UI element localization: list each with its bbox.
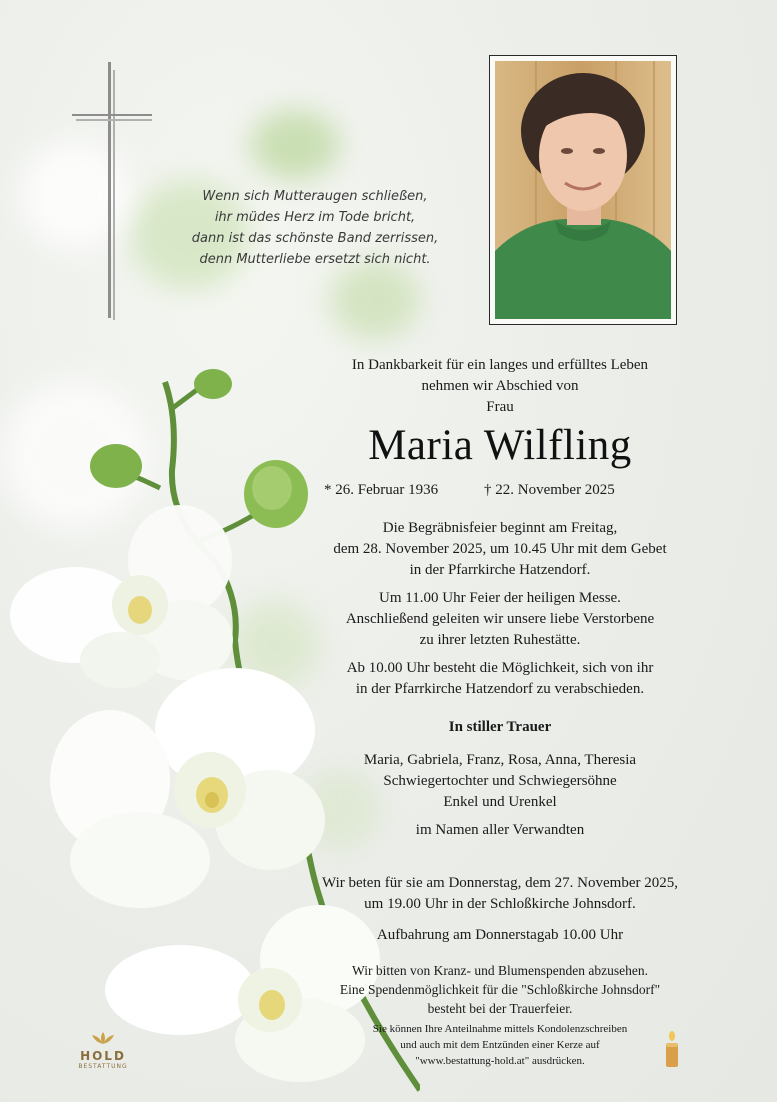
text-line: Eine Spendenmöglichkeit für die "Schloßkirche Johnsdorf" [339,982,661,997]
text-line: besteht bei der Trauerfeier. [427,1001,573,1016]
text-line: und auch mit dem Entzünden einer Kerze auf [400,1039,600,1051]
text-line: Wir bitten von Kranz- und Blumenspenden abzusehen. [352,963,648,978]
funeral-paragraph-3 [280,658,720,700]
text-line: in der Pfarrkirche Hatzendorf zu verabschieden. [355,681,645,697]
death-date: † 22. November 2025 [484,482,615,498]
intro-line: In Dankbarkeit für ein langes und erfülltes Leben [351,357,649,373]
text-line: Ab 10.00 Uhr besteht die Möglichkeit, sich von ihr [346,660,654,676]
intro [280,355,720,418]
poem-line: ihr müdes Herz im Tode bricht, [214,210,416,225]
mourner-line: Enkel und Urenkel [443,794,557,810]
funeral-paragraph-1 [280,518,720,581]
intro-line: nehmen wir Abschied von [421,378,579,394]
condolence-info [280,1021,720,1069]
poem-line: denn Mutterliebe ersetzt sich nicht. [199,252,431,267]
text-line: Sie können Ihre Anteilnahme mittels Kondolenzschreiben [372,1023,628,1035]
poem-line: Wenn sich Mutteraugen schließen, [202,189,428,204]
relatives-line: im Namen aller Verwandten [415,822,585,838]
mourners-heading: In stiller Trauer [448,719,552,735]
mourner-line: Schwiegertochter und Schwiegersöhne [383,773,617,789]
mourners-list [280,750,720,813]
text-line: zu ihrer letzten Ruhestätte. [419,632,581,648]
text-line: Die Begräbnisfeier beginnt am Freitag, [382,520,618,536]
text-line: Anschließend geleiten wir unsere liebe Verstorbene [345,611,655,627]
text-line: dem 28. November 2025, um 10.45 Uhr mit dem Gebet [333,541,667,557]
donations-info [280,961,720,1018]
text-line: Wir beten für sie am Donnerstag, dem 27. November 2025, [322,875,678,891]
viewing-info: Aufbahrung am Donnerstagab 10.00 Uhr [376,927,624,943]
text-line: in der Pfarrkirche Hatzendorf. [409,562,591,578]
lotus-icon [90,1031,116,1045]
portrait-frame [489,55,677,325]
portrait-illustration [495,61,671,319]
logo-subtitle: BESTATTUNG [78,1063,128,1070]
text-line: "www.bestattung-hold.at" ausdrücken. [415,1055,585,1067]
poem-line: dann ist das schönste Band zerrissen, [191,231,439,246]
prayer-info [280,873,720,915]
candle-icon [662,1030,682,1070]
mourner-line: Maria, Gabriela, Franz, Rosa, Anna, Theresia [363,752,637,768]
logo-word: HOLD [80,1049,126,1063]
text-line: Um 11.00 Uhr Feier der heiligen Messe. [379,590,621,606]
birth-date: * 26. Februar 1936 [324,482,439,498]
portrait-photo [495,61,671,319]
text-line: um 19.00 Uhr in der Schloßkirche Johnsdorf. [364,896,636,912]
funeral-home-logo [72,1030,134,1070]
intro-line: Frau [486,399,514,415]
funeral-paragraph-2 [280,588,720,651]
deceased-name: Maria Wilfling [368,422,632,469]
